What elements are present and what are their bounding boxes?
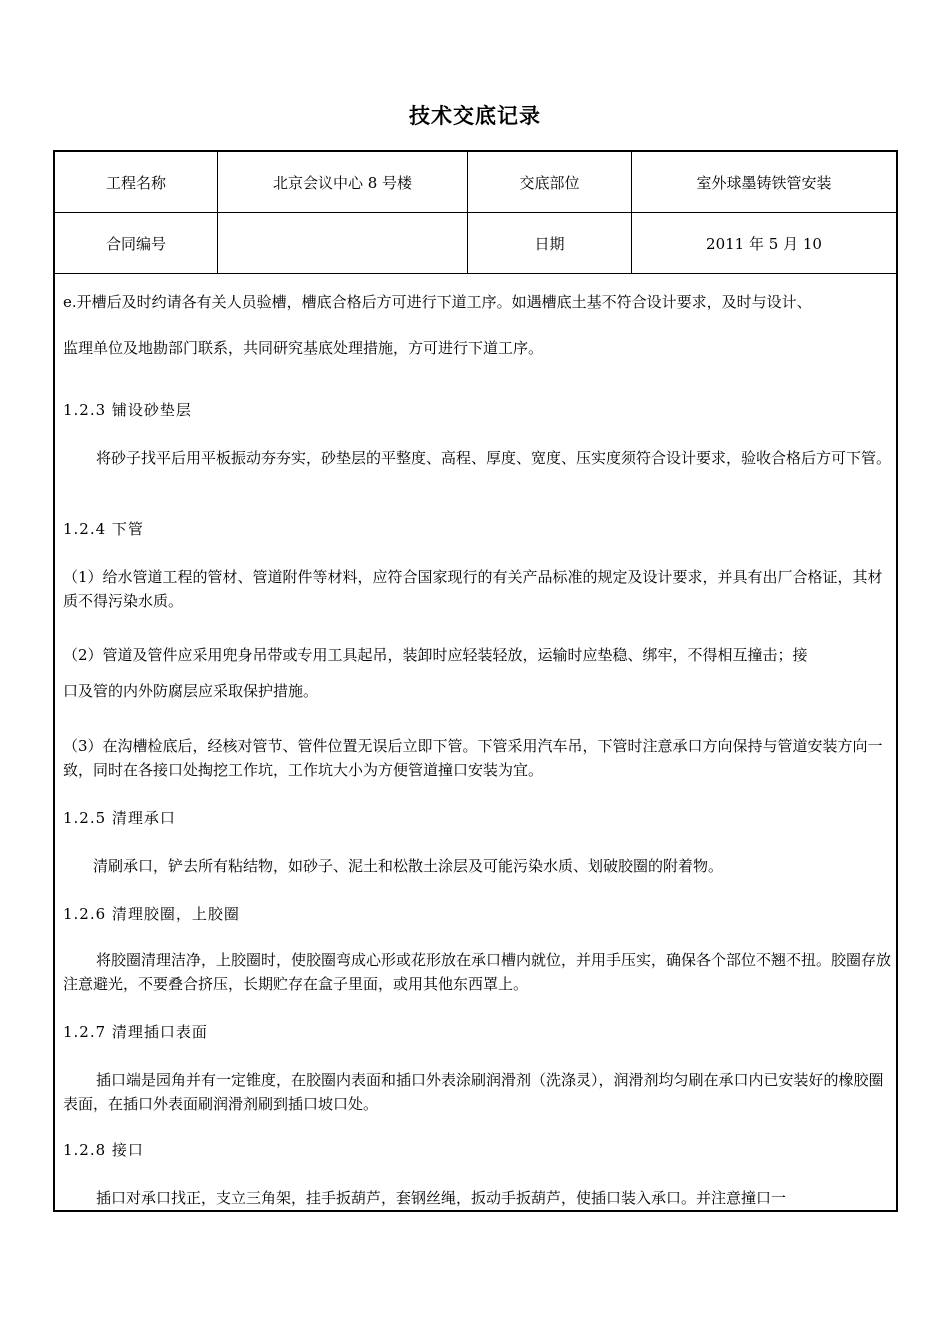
paragraph: 清刷承口，铲去所有粘结物，如砂子、泥土和松散土涂层及可能污染水质、划破胶圈的附着物。 [93, 857, 724, 875]
paragraph: 插口端是园角并有一定锥度，在胶圈内表面和插口外表涂刷润滑剂（洗涤灵），润滑剂均匀刷在承口内已安装好的橡胶圈表面，在插口外表面刷润滑剂刷到插口坡口处。 [63, 1071, 884, 1113]
record-table [53, 150, 898, 1212]
paragraph: （3）在沟槽检底后，经核对管节、管件位置无误后立即下管。下管采用汽车吊，下管时注意承口方向保持与管道安装方向一致，同时在各接口处掏挖工作坑，工作坑大小为方便管道撞口安装为宜。 [63, 737, 883, 779]
project-name-label: 工程名称 [105, 173, 166, 192]
row-divider [55, 273, 896, 274]
paragraph: e.开槽后及时约请各有关人员验槽，槽底合格后方可进行下道工序。如遇槽底土基不符合设计要求，及时与设计、 [63, 293, 812, 311]
paragraph: （1）给水管道工程的管材、管道附件等材料，应符合国家现行的有关产品标准的规定及设计要求，并具有出厂合格证，其材质不得污染水质。 [63, 568, 883, 610]
section-heading: 1.2.5 清理承口 [63, 809, 176, 827]
paragraph: 口及管的内外防腐层应采取保护措施。 [63, 682, 319, 700]
project-name-value: 北京会议中心 8 号楼 [272, 173, 413, 192]
disclosure-location-value: 室外球墨铸铁管安装 [696, 173, 832, 192]
paragraph: （2）管道及管件应采用兜身吊带或专用工具起吊，装卸时应轻装轻放，运输时应垫稳、绑牢，不得相互撞击；接 [63, 646, 808, 664]
date-label: 日期 [534, 234, 565, 253]
contract-number-value [218, 213, 467, 273]
date-value: 2011 年 5 月 10 [706, 234, 822, 253]
paragraph: 将胶圈清理洁净，上胶圈时，使胶圈弯成心形或花形放在承口槽内就位，并用手压实，确保各个部位不翘不扭。胶圈存放注意避光，不要叠合挤压，长期贮存在盒子里面，或用其他东西罩上。 [63, 951, 892, 993]
section-heading: 1.2.6 清理胶圈，上胶圈 [63, 905, 240, 923]
section-heading: 1.2.4 下管 [63, 520, 144, 538]
disclosure-location-label: 交底部位 [519, 173, 580, 192]
section-heading: 1.2.8 接口 [63, 1141, 144, 1159]
section-heading: 1.2.3 铺设砂垫层 [63, 401, 192, 419]
paragraph: 监理单位及地勘部门联系，共同研究基底处理措施，方可进行下道工序。 [63, 339, 544, 357]
document-title: 技术交底记录 [409, 104, 541, 128]
paragraph: 将砂子找平后用平板振动夯夯实，砂垫层的平整度、高程、厚度、宽度、压实度须符合设计要求，验收合格后方可下管。 [96, 449, 892, 467]
paragraph: 插口对承口找正，支立三角架，挂手扳葫芦，套钢丝绳，扳动手扳葫芦，使插口装入承口。并注意撞口一 [96, 1189, 787, 1207]
section-heading: 1.2.7 清理插口表面 [63, 1023, 208, 1041]
contract-number-label: 合同编号 [105, 234, 166, 253]
